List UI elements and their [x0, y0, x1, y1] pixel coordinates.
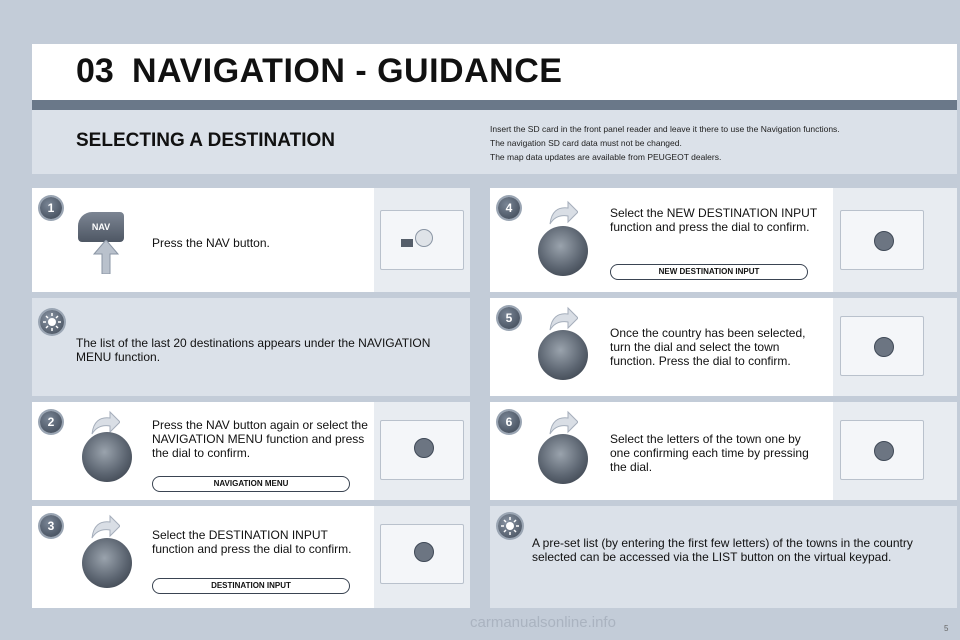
turn-arrow-icon	[548, 200, 578, 226]
dial-icon	[538, 226, 588, 276]
new-destination-input-label: NEW DESTINATION INPUT	[610, 264, 808, 280]
step-1-text: Press the NAV button.	[152, 236, 270, 250]
radio-panel-icon	[840, 316, 924, 376]
step-1-number: 1	[40, 197, 62, 219]
navigation-menu-label: NAVIGATION MENU	[152, 476, 350, 492]
step-6-text: Select the letters of the town one by one confirming each time by pressing the dial.	[610, 432, 809, 474]
page-number: 5	[944, 624, 949, 633]
dial-icon	[82, 432, 132, 482]
step-2-number: 2	[40, 411, 62, 433]
step-3-text: Select the DESTINATION INPUT function and press the dial to confirm.	[152, 528, 352, 556]
chapter-number: 03	[76, 52, 114, 90]
radio-panel-icon	[380, 524, 464, 584]
turn-arrow-icon	[548, 306, 578, 332]
header-strip	[32, 100, 957, 110]
step-5-text: Once the country has been selected, turn the dial and select the town function. Press the dial to confirm.	[610, 326, 806, 368]
turn-arrow-icon	[90, 514, 120, 540]
dial-icon	[538, 434, 588, 484]
dial-icon	[82, 538, 132, 588]
destination-input-label: DESTINATION INPUT	[152, 578, 350, 594]
step-6-number: 6	[498, 411, 520, 433]
watermark: carmanualsonline.info	[470, 614, 616, 631]
step-4-number: 4	[498, 197, 520, 219]
step-2-text: Press the NAV button again or select the NAVIGATION MENU function and press the dial to confirm.	[152, 418, 368, 460]
lightbulb-icon	[498, 514, 522, 538]
page-title: NAVIGATION - GUIDANCE	[132, 52, 563, 90]
radio-panel-icon	[840, 420, 924, 480]
step-3-number: 3	[40, 515, 62, 537]
radio-panel-icon	[380, 210, 464, 270]
radio-panel-icon	[840, 210, 924, 270]
dial-icon	[538, 330, 588, 380]
tip-1-text: The list of the last 20 destinations appears under the NAVIGATION MENU function.	[76, 336, 431, 364]
step-5-number: 5	[498, 307, 520, 329]
lightbulb-icon	[40, 310, 64, 334]
press-arrow-icon	[92, 240, 120, 274]
turn-arrow-icon	[548, 410, 578, 436]
intro-note-3: The map data updates are available from PEUGEOT dealers.	[490, 152, 722, 162]
intro-note-1: Insert the SD card in the front panel reader and leave it there to use the Navigation functions.	[490, 124, 840, 134]
tip-2-text: A pre-set list (by entering the first few letters) of the towns in the country selected can be accessed via the LIST button on the virtual keypad.	[532, 536, 913, 564]
step-4-text: Select the NEW DESTINATION INPUT function and press the dial to confirm.	[610, 206, 817, 234]
radio-panel-icon	[380, 420, 464, 480]
intro-note-2: The navigation SD card data must not be changed.	[490, 138, 682, 148]
nav-button-icon: NAV	[78, 212, 124, 242]
section-title: SELECTING A DESTINATION	[76, 130, 335, 151]
